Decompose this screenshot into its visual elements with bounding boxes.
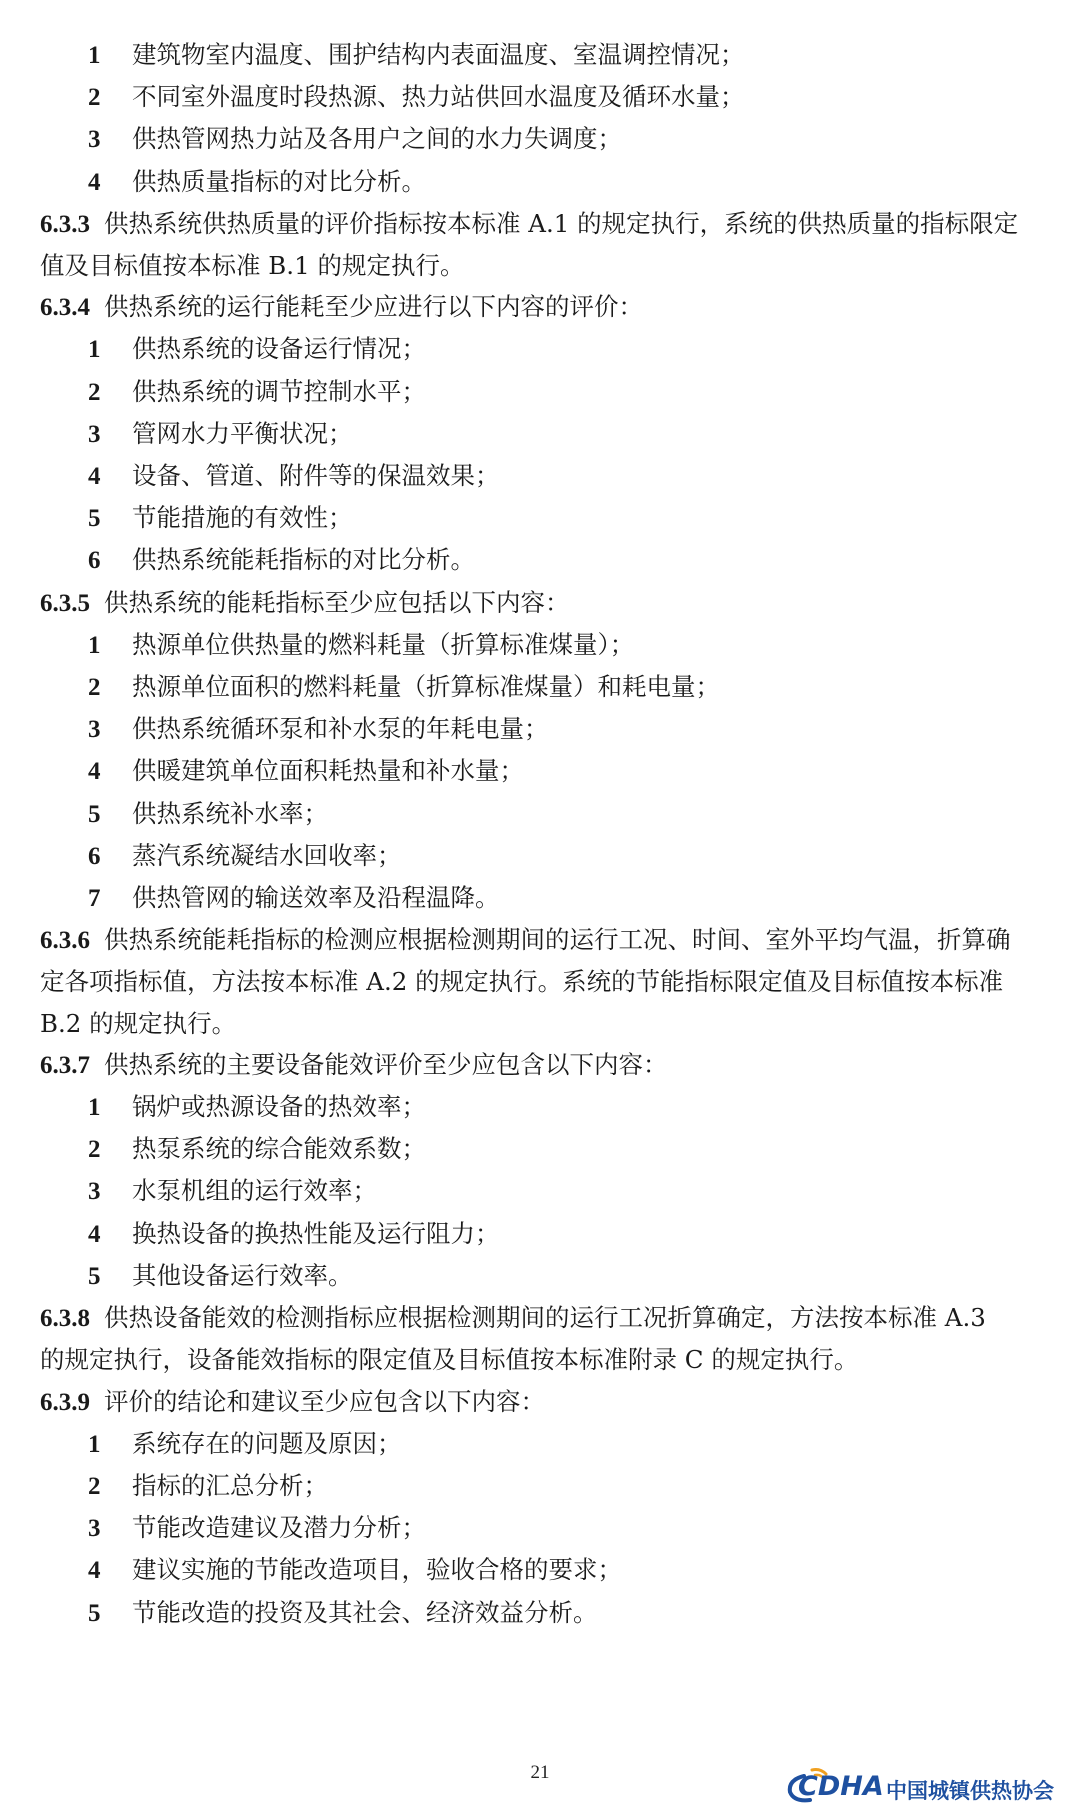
- list-item: [40, 413, 1050, 455]
- list-item: [40, 1507, 1050, 1549]
- clause-6-3-7: [40, 1044, 1050, 1086]
- item-number: 3: [88, 716, 101, 744]
- item-number: 3: [88, 1178, 101, 1206]
- clause-text: 供热系统的运行能耗至少应进行以下内容的评价：: [104, 292, 643, 322]
- item-number: 2: [88, 1136, 101, 1164]
- item-number: 2: [88, 674, 101, 702]
- item-number: 3: [88, 126, 101, 154]
- list-item: [40, 1255, 1050, 1297]
- item-text: 水泵机组的运行效率；: [132, 1176, 377, 1206]
- list-item: [40, 1592, 1050, 1634]
- item-text: 锅炉或热源设备的热效率；: [132, 1092, 426, 1122]
- page-content: [40, 34, 1050, 1634]
- clause-number: 6.3.5: [40, 589, 90, 617]
- item-number: 2: [88, 1472, 101, 1500]
- item-number: 3: [88, 420, 101, 448]
- list-item: [40, 1465, 1050, 1507]
- list-item: [40, 371, 1050, 413]
- list-item: [40, 1549, 1050, 1591]
- item-text: 热源单位供热量的燃料耗量（折算标准煤量）；: [132, 629, 635, 659]
- clause-number: 6.3.8: [40, 1305, 90, 1333]
- list-item: [40, 1423, 1050, 1465]
- clause-number: 6.3.7: [40, 1051, 90, 1079]
- clause-number: 6.3.3: [40, 210, 90, 238]
- item-text: 蒸汽系统凝结水回收率；: [132, 840, 402, 870]
- clause-continuation: 的规定执行，设备能效指标的限定值及目标值按本标准附录 C 的规定执行。: [40, 1345, 859, 1375]
- clause-6-3-3: [40, 203, 1050, 245]
- cdha-logo: [782, 1766, 1072, 1806]
- list-item: [40, 624, 1050, 666]
- list-item: [40, 328, 1050, 370]
- list-item: [40, 76, 1050, 118]
- item-text: 供热质量指标的对比分析。: [132, 166, 426, 196]
- clause-continuation: 定各项指标值，方法按本标准 A.2 的规定执行。系统的节能指标限定值及目标值按本标准: [40, 967, 1004, 997]
- item-number: 3: [88, 1515, 101, 1543]
- page-number: 21: [530, 1762, 550, 1783]
- item-text: 供暖建筑单位面积耗热量和补水量；: [132, 756, 524, 786]
- list-item: [40, 666, 1050, 708]
- item-text: 节能改造的投资及其社会、经济效益分析。: [132, 1597, 598, 1627]
- logo-organization-name: 中国城镇供热协会: [886, 1779, 1054, 1803]
- item-text: 供热系统的调节控制水平；: [132, 376, 426, 406]
- item-text: 热泵系统的综合能效系数；: [132, 1134, 426, 1164]
- item-text: 热源单位面积的燃料耗量（折算标准煤量）和耗电量；: [132, 672, 720, 702]
- list-item: [40, 1128, 1050, 1170]
- clause-number: 6.3.4: [40, 294, 90, 322]
- item-number: 5: [88, 1262, 101, 1290]
- item-text: 指标的汇总分析；: [132, 1470, 328, 1500]
- clause-number: 6.3.9: [40, 1388, 90, 1416]
- item-number: 1: [88, 1430, 101, 1458]
- list-item: [40, 118, 1050, 160]
- clause-continuation: 值及目标值按本标准 B.1 的规定执行。: [40, 251, 465, 281]
- item-number: 5: [88, 1599, 101, 1627]
- item-number: 1: [88, 42, 101, 69]
- clause-6-3-6: [40, 919, 1050, 961]
- logo-letters: CDHA: [798, 1771, 884, 1802]
- item-text: 供热系统补水率；: [132, 798, 328, 828]
- item-number: 4: [88, 463, 101, 491]
- list-item: [40, 1086, 1050, 1128]
- clause-6-3-8: [40, 1297, 1050, 1339]
- list-item: [40, 497, 1050, 539]
- list-item: [40, 835, 1050, 877]
- clause-text: 供热设备能效的检测指标应根据检测期间的运行工况折算确定，方法按本标准 A.3: [104, 1303, 986, 1333]
- item-number: 4: [88, 758, 101, 786]
- clause-6-3-9: [40, 1381, 1050, 1423]
- list-item: [40, 750, 1050, 792]
- list-item: [40, 1213, 1050, 1255]
- item-number: 1: [88, 631, 101, 659]
- clause-text: 供热系统供热质量的评价指标按本标准 A.1 的规定执行，系统的供热质量的指标限定: [104, 208, 1019, 238]
- clause-text: 供热系统的能耗指标至少应包括以下内容：: [104, 587, 570, 617]
- item-number: 2: [88, 84, 101, 112]
- list-item: [40, 877, 1050, 919]
- item-number: 1: [88, 336, 101, 364]
- item-text: 供热系统的设备运行情况；: [132, 334, 426, 364]
- list-item: [40, 708, 1050, 750]
- item-text: 换热设备的换热性能及运行阻力；: [132, 1218, 500, 1248]
- item-text: 管网水力平衡状况；: [132, 418, 353, 448]
- item-text: 供热管网的输送效率及沿程温降。: [132, 883, 500, 913]
- list-item: [40, 1170, 1050, 1212]
- item-number: 4: [88, 1557, 101, 1585]
- clause-text: 供热系统的主要设备能效评价至少应包含以下内容：: [104, 1049, 668, 1079]
- item-text: 设备、管道、附件等的保温效果；: [132, 461, 500, 491]
- item-number: 5: [88, 505, 101, 533]
- list-item: [40, 455, 1050, 497]
- clause-number: 6.3.6: [40, 927, 90, 955]
- item-number: 1: [88, 1094, 101, 1122]
- clause-text: 评价的结论和建议至少应包含以下内容：: [104, 1386, 545, 1416]
- item-text: 建议实施的节能改造项目，验收合格的要求；: [132, 1555, 622, 1585]
- list-item: [40, 539, 1050, 581]
- item-text: 节能改造建议及潜力分析；: [132, 1513, 426, 1543]
- item-number: 7: [88, 885, 101, 913]
- item-number: 6: [88, 842, 101, 870]
- clause-continuation: B.2 的规定执行。: [40, 1008, 237, 1038]
- item-text: 其他设备运行效率。: [132, 1260, 353, 1290]
- item-number: 6: [88, 547, 101, 575]
- item-number: 4: [88, 168, 101, 196]
- item-number: 4: [88, 1220, 101, 1248]
- item-number: 2: [88, 378, 101, 406]
- item-text: 供热系统循环泵和补水泵的年耗电量；: [132, 714, 549, 744]
- clause-text: 供热系统能耗指标的检测应根据检测期间的运行工况、时间、室外平均气温，折算确: [104, 925, 1011, 955]
- item-number: 5: [88, 800, 101, 828]
- clause-6-3-5: [40, 582, 1050, 624]
- item-text: 节能措施的有效性；: [132, 503, 353, 533]
- item-text: 建筑物室内温度、围护结构内表面温度、室温调控情况；: [132, 40, 745, 69]
- list-item: [40, 793, 1050, 835]
- item-text: 供热管网热力站及各用户之间的水力失调度；: [132, 124, 622, 154]
- list-item: [40, 34, 1050, 76]
- clause-6-3-4: [40, 286, 1050, 328]
- item-text: 供热系统能耗指标的对比分析。: [132, 545, 475, 575]
- item-text: 不同室外温度时段热源、热力站供回水温度及循环水量；: [132, 82, 745, 112]
- list-item: [40, 161, 1050, 203]
- item-text: 系统存在的问题及原因；: [132, 1428, 402, 1458]
